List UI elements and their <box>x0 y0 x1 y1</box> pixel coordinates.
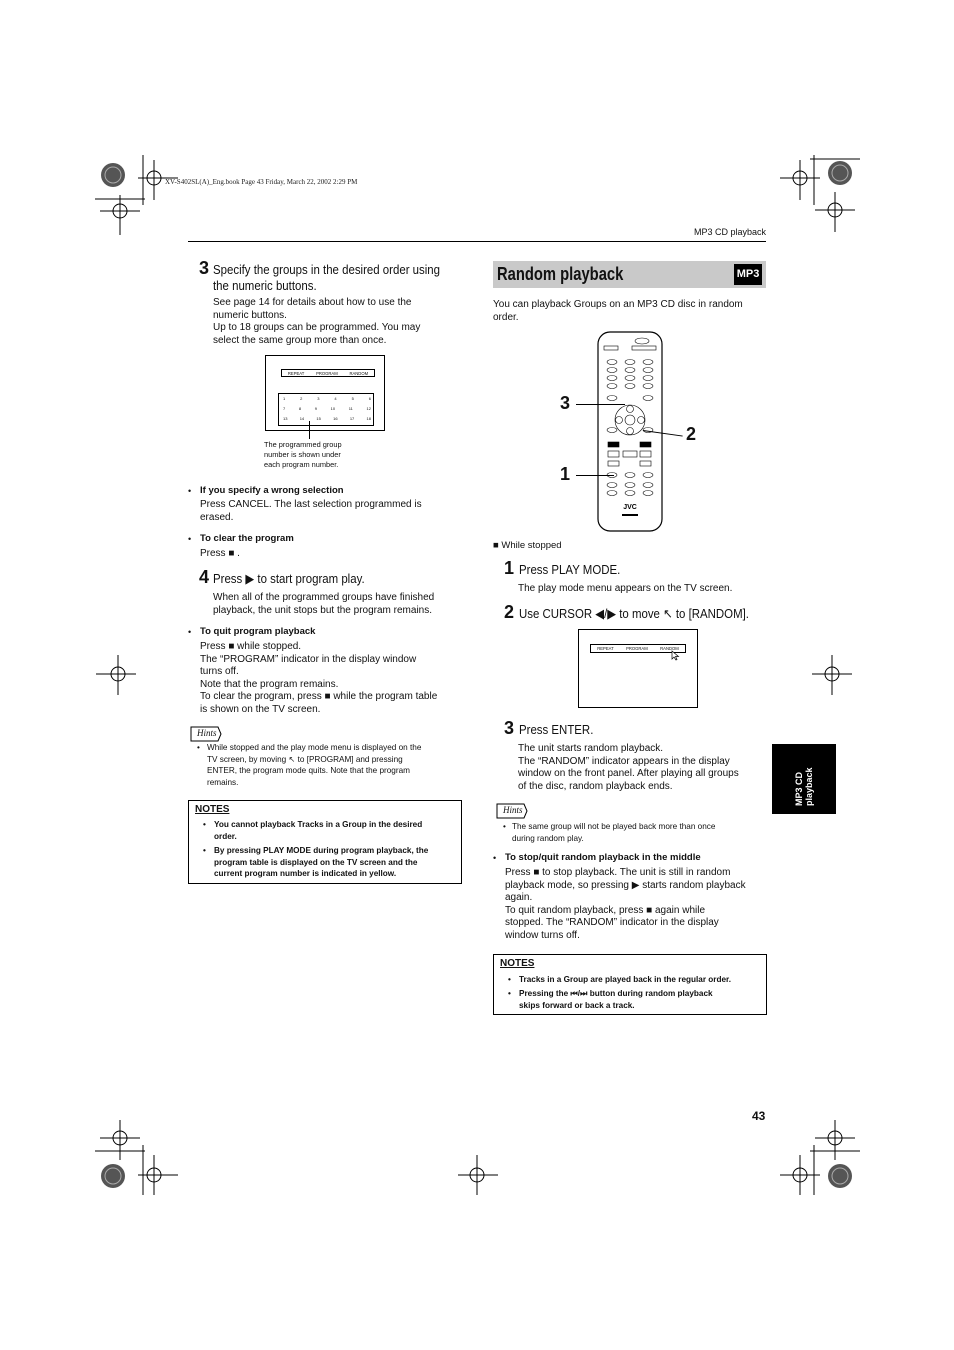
section-title-bar <box>493 261 766 288</box>
program-row <box>283 396 371 401</box>
step-number: 2 <box>504 602 515 622</box>
note-item <box>214 845 428 880</box>
page-number: 43 <box>752 1109 766 1123</box>
program-caption <box>264 440 342 470</box>
skip-buttons-icon: ⏮/⏭ <box>570 989 588 998</box>
body-line: Press CANCEL. The last selection programmed is <box>200 499 422 510</box>
body-line: window turns off. <box>505 929 580 941</box>
menu-item: REPEAT <box>287 370 305 376</box>
bullet-icon: • <box>203 820 206 829</box>
body-line: Up to 18 groups can be programmed. You may <box>213 322 421 333</box>
hints-label: Hints <box>197 728 217 738</box>
callout-2: 2 <box>686 424 697 444</box>
left-hint-text <box>207 742 421 788</box>
callout-line <box>309 421 310 439</box>
program-number: 7 <box>283 406 286 411</box>
step-number: 4 <box>199 567 210 587</box>
remote-brand: JVC <box>623 504 637 511</box>
note-item: Tracks in a Group are played back in the regular order. <box>519 975 732 984</box>
bullet-icon: • <box>203 846 206 855</box>
hints-badge <box>495 801 529 821</box>
callout-line <box>576 404 625 405</box>
body-line: turns off. <box>200 666 239 677</box>
registration-mark-icon <box>810 1145 860 1195</box>
program-row <box>283 416 371 421</box>
right-step3-title: Press ENTER. <box>519 722 594 737</box>
bullet-icon: • <box>503 822 506 831</box>
menu-item: PROGRAM <box>316 370 338 376</box>
wrong-selection-body <box>200 499 422 524</box>
program-number: 4 <box>334 396 337 401</box>
note-text: Pressing the <box>519 989 569 998</box>
note-item <box>214 819 422 842</box>
program-number: 1 <box>283 396 286 401</box>
title-line: Specify the groups in the desired order using <box>213 262 441 277</box>
notes-title: NOTES <box>195 804 230 815</box>
note-line: You cannot playback Tracks in a Group in the desired <box>214 820 423 829</box>
body-line: To clear the program, press ■ while the program table <box>200 691 438 702</box>
program-row <box>283 406 371 411</box>
note-line: skips forward or back a track. <box>519 1000 635 1010</box>
wrong-selection-heading: If you specify a wrong selection <box>200 485 344 496</box>
program-number: 18 <box>366 416 371 421</box>
right-step2-title: Use CURSOR ◀/▶ to move ↖ to [RANDOM]. <box>519 606 749 621</box>
header-rule <box>188 241 766 242</box>
body-line: erased. <box>200 511 234 523</box>
hint-line: during random play. <box>512 833 584 843</box>
callout-line <box>576 475 614 476</box>
crosshair-icon <box>138 1155 178 1195</box>
callout-3: 3 <box>560 393 571 413</box>
side-tab-line: playback <box>804 767 814 806</box>
quit-program-body <box>200 641 437 716</box>
program-number: 16 <box>333 416 338 421</box>
left-notes-box <box>188 800 462 884</box>
note-line: By pressing PLAY MODE during program playback, the <box>214 846 429 855</box>
cursor-arrow-icon <box>671 650 680 661</box>
program-screen <box>265 355 385 431</box>
program-number: 12 <box>366 406 371 411</box>
left-step3 <box>199 258 209 279</box>
section-title: Random playback <box>497 264 624 284</box>
menu-item: RANDOM <box>660 646 679 651</box>
body-line: The “PROGRAM” indicator in the display window <box>200 653 417 665</box>
body-line: select the same group more than once. <box>213 334 387 346</box>
crosshair-icon <box>96 655 136 695</box>
side-tab-line: MP3 CD <box>794 771 804 806</box>
right-hint-text <box>512 821 715 844</box>
body-line: of the disc, random playback ends. <box>518 780 673 792</box>
while-stopped-label: ■ While stopped <box>493 540 562 551</box>
note-text: button during random playback <box>589 989 713 998</box>
crosshair-icon <box>100 195 140 235</box>
hint-line: The same group will not be played back more than once <box>512 822 716 831</box>
callout-1: 1 <box>560 464 571 484</box>
hint-line: remains. <box>207 777 239 787</box>
program-number: 8 <box>298 406 302 411</box>
bullet-icon: • <box>197 743 200 752</box>
hint-line: TV screen, by moving ↖ to [PROGRAM] and pressing <box>207 754 403 764</box>
quit-program-heading: To quit program playback <box>200 626 316 637</box>
crosshair-icon <box>812 655 852 695</box>
program-number: 13 <box>283 416 288 421</box>
program-number: 6 <box>368 396 371 401</box>
bullet-icon: • <box>508 975 511 984</box>
bullet-icon: • <box>188 486 192 496</box>
bullet-icon: • <box>188 534 192 544</box>
menu-item: REPEAT <box>597 646 614 651</box>
body-line: Press ■ to stop playback. The unit is still in random <box>505 867 731 878</box>
note-line: current program number is indicated in yellow. <box>214 869 397 878</box>
hints-badge <box>189 724 223 744</box>
side-tab-label <box>794 767 814 806</box>
right-notes-box <box>493 954 767 1015</box>
body-line: Note that the program remains. <box>200 678 339 690</box>
caption-line: The programmed group <box>264 440 342 449</box>
bullet-icon: • <box>188 627 192 637</box>
step-number: 3 <box>504 718 515 738</box>
left-step3-title <box>213 262 440 294</box>
right-step1-body: The play mode menu appears on the TV screen. <box>518 583 733 594</box>
bullet-icon: • <box>508 989 511 998</box>
clear-program-heading: To clear the program <box>200 533 294 544</box>
mp3-badge: MP3 <box>734 264 762 285</box>
hint-line: While stopped and the play mode menu is displayed on the <box>207 743 422 752</box>
body-line: playback mode, so pressing ▶ starts random playback <box>505 879 746 891</box>
left-step4-title: Press ▶ to start program play. <box>213 571 365 586</box>
body-line: stopped. The “RANDOM” indicator in the display <box>505 917 719 928</box>
section-label: MP3 CD playback <box>693 227 766 237</box>
left-step3-body <box>213 297 420 347</box>
right-step1-title: Press PLAY MODE. <box>519 562 621 577</box>
menu-bar <box>281 369 375 377</box>
program-number: 14 <box>299 416 305 421</box>
caption-line: number is shown under <box>264 450 341 459</box>
body-line: numeric buttons. <box>213 309 287 321</box>
bullet-icon: • <box>493 853 497 863</box>
right-step3-body <box>518 743 739 793</box>
body-line: The unit starts random playback. <box>518 743 664 754</box>
random-screen <box>578 629 698 708</box>
program-number: 9 <box>314 406 317 411</box>
body-line: When all of the programmed groups have finished <box>213 592 435 603</box>
step-number: 1 <box>504 558 515 578</box>
hint-line: ENTER, the program mode quits. Note that the program <box>207 766 410 775</box>
program-number: 11 <box>348 406 353 411</box>
program-number: 3 <box>317 396 320 401</box>
side-tab <box>772 744 836 814</box>
body-line: window on the front panel. After playing all groups <box>518 768 739 779</box>
left-step4 <box>199 567 209 588</box>
print-line: XV-S402SL(A)_Eng.book Page 43 Friday, March 22, 2002 2:29 PM <box>165 178 358 186</box>
left-step4-body <box>213 592 434 617</box>
right-intro <box>493 299 743 324</box>
program-number: 5 <box>351 396 354 401</box>
crosshair-icon <box>815 192 855 232</box>
stop-quit-heading: To stop/quit random playback in the middle <box>505 852 701 863</box>
body-line: playback, the unit stops but the program remains. <box>213 604 433 616</box>
stop-quit-body <box>505 867 746 942</box>
body-line: again. <box>505 892 533 903</box>
body-line: order. <box>493 311 519 323</box>
right-step1 <box>504 558 514 579</box>
caption-line: each program number. <box>264 460 339 469</box>
notes-title: NOTES <box>500 958 535 969</box>
hints-label: Hints <box>503 805 523 815</box>
program-number: 17 <box>349 416 355 421</box>
note-item <box>519 988 713 1011</box>
body-line: To quit random playback, press ■ again while <box>505 904 706 916</box>
note-line: order. <box>214 831 237 841</box>
crosshair-icon <box>458 1155 498 1195</box>
program-number: 15 <box>316 416 321 421</box>
menu-item: RANDOM <box>349 370 369 376</box>
step-number: 3 <box>199 258 210 278</box>
menu-item: PROGRAM <box>626 646 648 651</box>
body-line: The “RANDOM” indicator appears in the display <box>518 755 730 767</box>
clear-program-body: Press ■ . <box>200 548 240 559</box>
right-step3 <box>504 718 514 739</box>
body-line: Press ■ while stopped. <box>200 641 302 652</box>
program-number: 10 <box>330 406 336 411</box>
title-line: the numeric buttons. <box>213 278 317 293</box>
body-line: is shown on the TV screen. <box>200 703 321 715</box>
right-step2 <box>504 602 514 623</box>
body-line: You can playback Groups on an MP3 CD disc in random <box>493 299 743 310</box>
body-line: See page 14 for details about how to use the <box>213 297 412 308</box>
program-number: 2 <box>300 396 303 401</box>
program-table <box>278 393 374 426</box>
note-line: program table is displayed on the TV screen and the <box>214 857 418 867</box>
